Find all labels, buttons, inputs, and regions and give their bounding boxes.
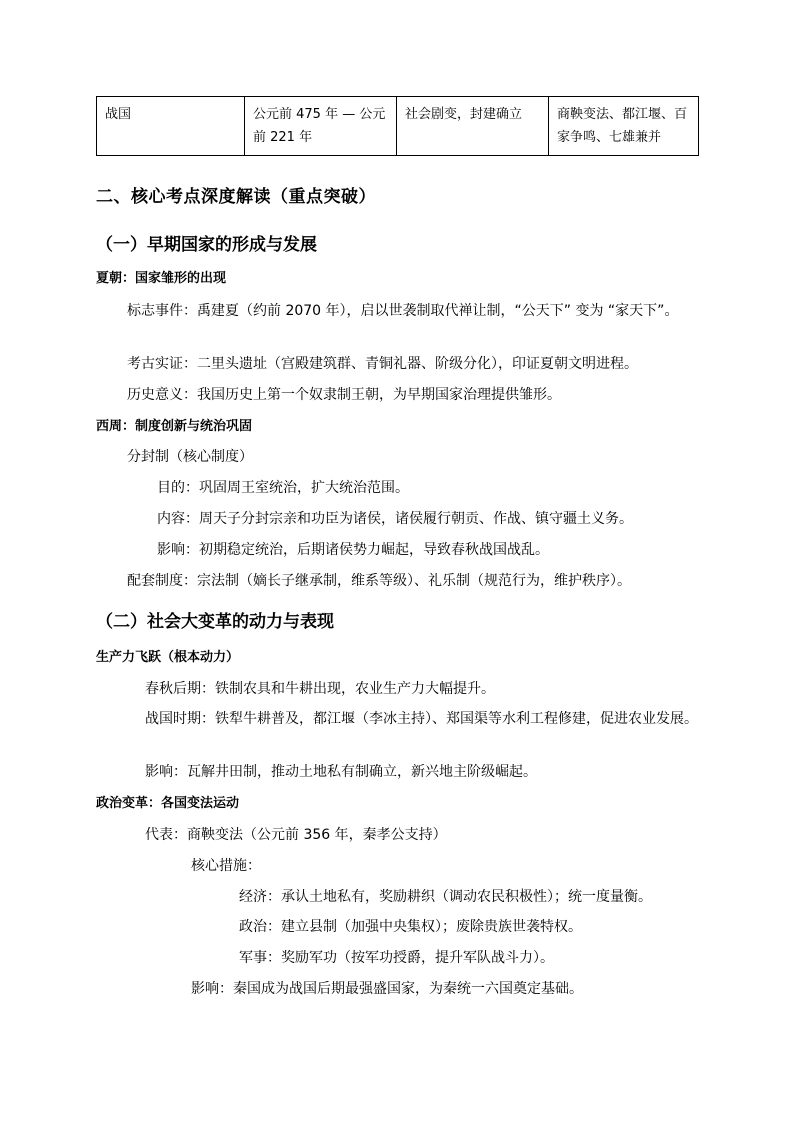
table-row: [97, 97, 699, 156]
list-item: 目的：巩固周王室统治，扩大统治范围。: [157, 480, 409, 496]
list-item: 军事：奖励军功（按军功授爵，提升军队战斗力）。: [239, 950, 554, 966]
list-item: 春秋后期：铁制农具和牛耕出现，农业生产力大幅提升。: [145, 681, 495, 697]
list-item: 经济：承认土地私有，奖励耕织（调动农民积极性）；统一度量衡。: [239, 889, 652, 905]
era-table: [96, 96, 699, 156]
table-cell-events: 商鞅变法、都江堰、百家争鸣、七雄兼并: [549, 97, 699, 156]
list-item: 历史意义：我国历史上第一个奴隶制王朝，为早期国家治理提供雏形。: [127, 387, 561, 403]
section-heading: 二、核心考点深度解读（重点突破）: [96, 187, 376, 207]
list-item: 影响：秦国成为战国后期最强盛国家，为秦统一六国奠定基础。: [191, 981, 583, 997]
list-item: 标志事件：禹建夏（约前 2070 年），启以世袭制取代禅让制，“公天下” 变为 “家天下”。: [127, 303, 679, 319]
subsection-heading: （二）社会大变革的动力与表现: [96, 612, 334, 632]
list-item: 影响：瓦解井田制，推动土地私有制确立，新兴地主阶级崛起。: [145, 764, 537, 780]
list-item: 政治：建立县制（加强中央集权）；废除贵族世袭特权。: [239, 919, 582, 935]
list-item: 战国时期：铁犁牛耕普及，都江堰（李冰主持）、郑国渠等水利工程修建，促进农业发展。: [145, 711, 698, 727]
topic-heading-productivity: 生产力飞跃（根本动力）: [96, 650, 240, 665]
list-item: 内容：周天子分封宗亲和功臣为诸侯，诸侯履行朝贡、作战、镇守疆土义务。: [157, 511, 633, 527]
topic-heading-zhou: 西周：制度创新与统治巩固: [96, 419, 253, 434]
list-item: 核心措施：: [191, 858, 261, 874]
list-item: 分封制（核心制度）: [127, 449, 253, 465]
list-item: 配套制度：宗法制（嫡长子继承制，维系等级）、礼乐制（规范行为，维护秩序）。: [127, 573, 631, 589]
list-item: 考古实证：二里头遗址（宫殿建筑群、青铜礼器、阶级分化），印证夏朝文明进程。: [127, 356, 638, 372]
table-cell-period: 公元前 475 年 — 公元前 221 年: [245, 97, 397, 156]
list-item: 影响：初期稳定统治，后期诸侯势力崛起，导致春秋战国战乱。: [157, 542, 549, 558]
table-cell-feature: 社会剧变，封建确立: [397, 97, 549, 156]
list-item: 代表：商鞅变法（公元前 356 年，秦孝公支持）: [145, 827, 447, 843]
topic-heading-reform: 政治变革：各国变法运动: [96, 796, 240, 811]
subsection-heading: （一）早期国家的形成与发展: [96, 235, 317, 255]
topic-heading-xia: 夏朝：国家雏形的出现: [96, 271, 227, 286]
table-cell-era: 战国: [97, 97, 245, 156]
